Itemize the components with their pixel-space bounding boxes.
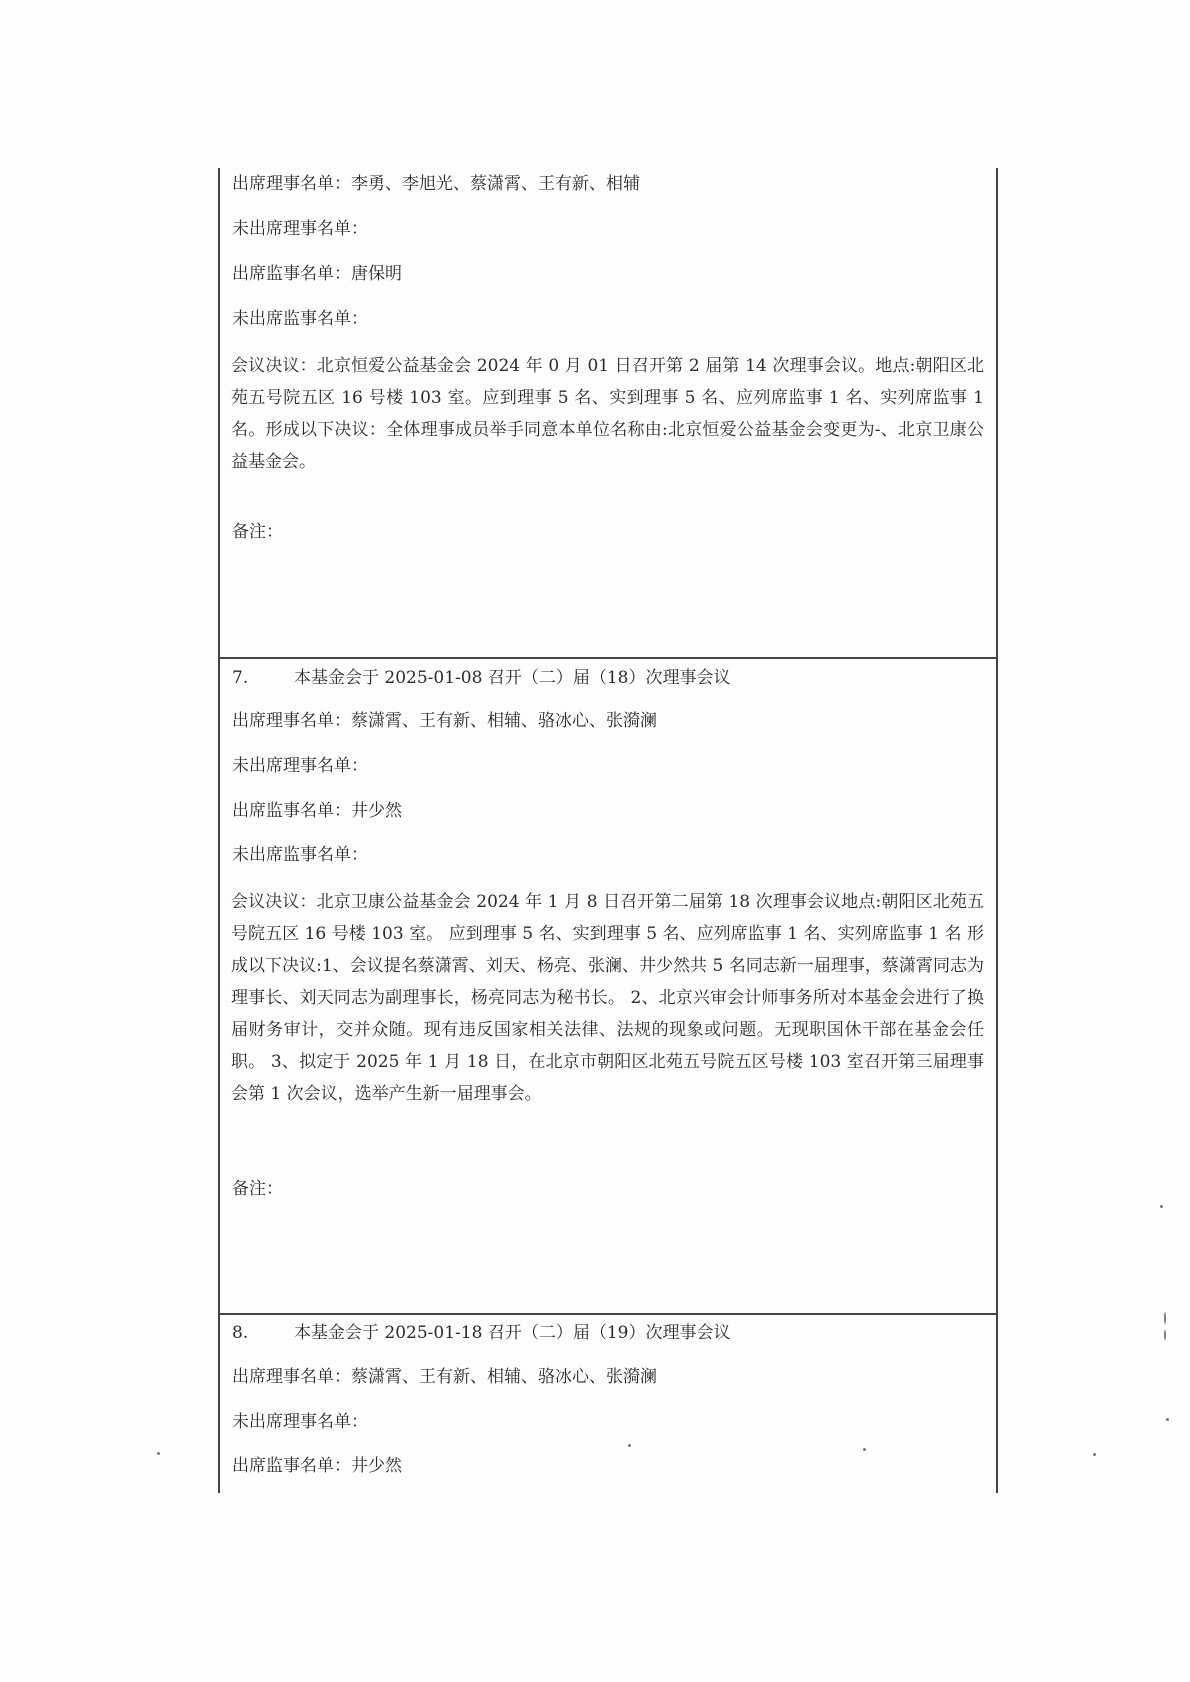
meeting-title: 本基金会于 2025-01-08 召开（二）届（18）次理事会议 — [294, 668, 731, 688]
table-right-border — [996, 168, 998, 1493]
table-left-border — [218, 168, 220, 1493]
meeting-number: 8. — [232, 1323, 249, 1343]
row-divider — [218, 657, 998, 659]
meeting-heading — [232, 1323, 730, 1343]
absent-directors: 未出席理事名单： — [232, 756, 368, 776]
attending-supervisors: 出席监事名单：唐保明 — [232, 264, 402, 284]
remarks-label: 备注： — [232, 522, 283, 542]
scan-speck — [1164, 1312, 1166, 1324]
scan-speck — [863, 1448, 866, 1451]
row-divider — [218, 1313, 998, 1315]
absent-supervisors: 未出席监事名单： — [232, 845, 368, 865]
scan-speck — [628, 1444, 631, 1447]
meeting-resolution: 会议决议：北京恒爱公益基金会 2024 年 0 月 01 日召开第 2 届第 14 次理事会议。地点:朝阳区北苑五号院五区 16 号楼 103 室。应到理事 5 名、实到理事 5 名、应列席监事 1 名、实列席监事 1 名。形成以下决议：全体理事成员举手同意本单位名称由:北京恒爱公益基金会变更为-、北京卫康公益基金会。 — [231, 356, 984, 472]
attending-directors: 出席理事名单：蔡潇霄、王有新、相辅、骆冰心、张漪澜 — [232, 711, 657, 731]
remarks-label: 备注： — [232, 1179, 283, 1199]
absent-directors: 未出席理事名单： — [232, 219, 368, 239]
meeting-title: 本基金会于 2025-01-18 召开（二）届（19）次理事会议 — [294, 1323, 731, 1343]
absent-directors: 未出席理事名单： — [232, 1412, 368, 1432]
attending-directors: 出席理事名单：蔡潇霄、王有新、相辅、骆冰心、张漪澜 — [232, 1367, 657, 1387]
attending-supervisors: 出席监事名单：井少然 — [232, 1456, 402, 1476]
scan-speck — [1160, 1205, 1163, 1208]
scan-speck — [1093, 1453, 1096, 1456]
absent-supervisors: 未出席监事名单： — [232, 309, 368, 329]
scan-speck — [157, 1452, 160, 1455]
attending-directors: 出席理事名单：李勇、李旭光、蔡潇霄、王有新、相辅 — [232, 174, 640, 194]
meeting-number: 7. — [232, 668, 249, 688]
scan-speck — [1166, 1418, 1169, 1421]
meeting-resolution: 会议决议：北京卫康公益基金会 2024 年 1 月 8 日召开第二届第 18 次理事会议地点:朝阳区北苑五号院五区 16 号楼 103 室。 应到理事 5 名、实到理事 5 名、应列席监事 1 名、实列席监事 1 名 形成以下决议:1、会议提名蔡潇霄、刘天、杨亮、张澜、井少然共 5 名同志新一届理事，蔡潇霄同志为理事长、刘天同志为副理事长，杨亮同志为秘书长。 2、北京兴审会计师事务所对本基金会进行了换届财务审计，交并众随。现有违反国家相关法律、法规的现象或问题。无现职国休干部在基金会任职。 3、拟定于 2025 年 1 月 18 日，在北京市朝阳区北苑五号院五区号楼 103 室召开第三届理事会第 1 次会议，选举产生新一届理事会。 — [231, 892, 984, 1104]
scan-speck — [1164, 1330, 1166, 1340]
attending-supervisors: 出席监事名单：井少然 — [232, 801, 402, 821]
meeting-heading — [232, 668, 730, 688]
